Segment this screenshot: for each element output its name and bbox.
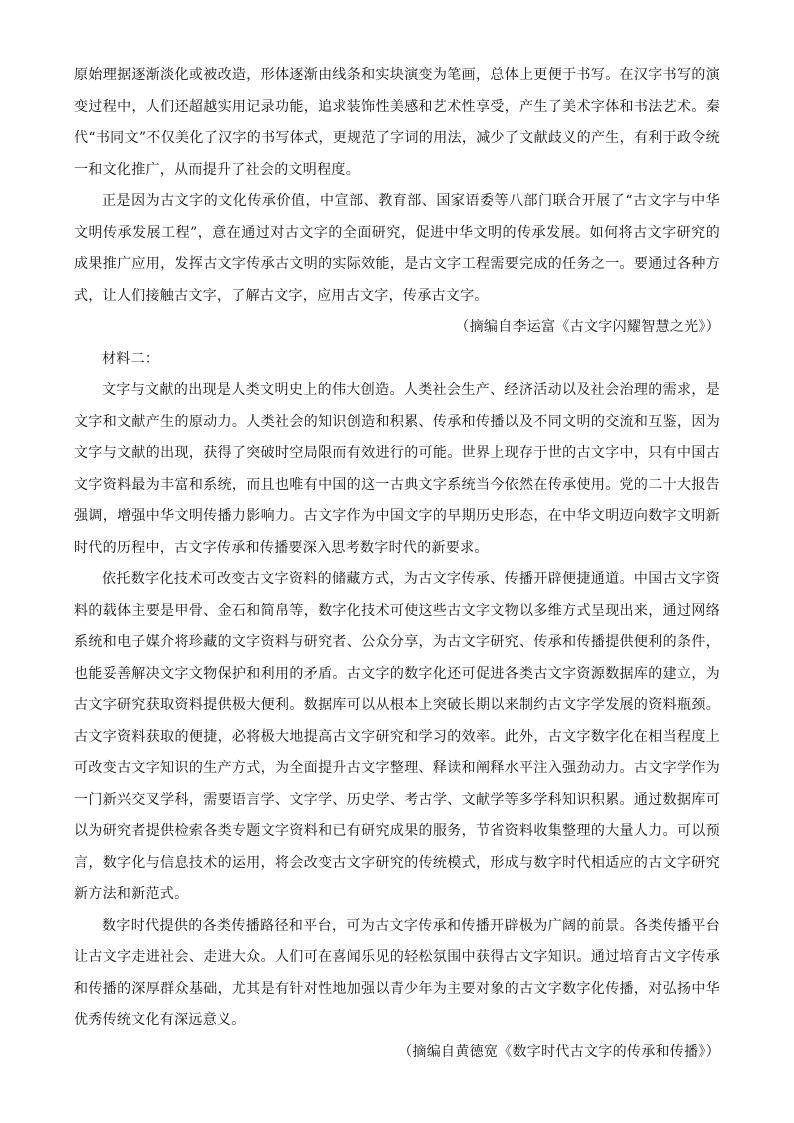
material-one-paragraph-2: 正是因为古文字的文化传承价值，中宣部、教育部、国家语委等八部门联合开展了“古文字与中华文明传承发展工程”，意在通过对古文字的全面研究，促进中华文明的传承发展。如何将古文字研究的成果推广应用，发挥古文字传承古文明的实际效能，是古文字工程需要完成的任务之一。要通过各种方式，让人们接触古文字，了解古文字，应用古文字，传承古文字。	[74, 193, 720, 304]
material-one-paragraph-1: 原始理据逐渐淡化或被改造，形体逐渐由线条和实块演变为笔画，总体上更便于书写。在汉字书写的演变过程中，人们还超越实用记录功能，追求装饰性美感和艺术性享受，产生了美术字体和书法艺术。秦代“书同文”不仅美化了汉字的书写体式，更规范了字词的用法，减少了文献歧义的产生，有利于政令统一和文化推广，从而提升了社会的文明程度。	[74, 67, 720, 178]
material-two-paragraph-3: 数字时代提供的各类传播路径和平台，可为古文字传承和传播开辟极为广阔的前景。各类传播平台让古文字走进社会、走进大众。人们可在喜闻乐见的轻松氛围中获得古文字知识。通过培育古文字传承和传播的深厚群众基础，尤其是有针对性地加强以青少年为主要对象的古文字数字化传播，对弘扬中华优秀传统文化有深远意义。	[74, 917, 720, 1028]
material-two-paragraph-2: 依托数字化技术可改变古文字资料的储藏方式，为古文字传承、传播开辟便捷通道。中国古文字资料的载体主要是甲骨、金石和简帛等，数字化技术可使这些古文字文物以多维方式呈现出来，通过网络系统和电子媒介将珍藏的文字资料与研究者、公众分享，为古文字研究、传承和传播提供便利的条件，也能妥善解决文字文物保护和利用的矛盾。古文字的数字化还可促进各类古文字资源数据库的建立，为古文字研究获取资料提供极大便利。数据库可以从根本上突破长期以来制约古文字学发展的资料瓶颈。古文字资料获取的便捷，必将极大地提高古文字研究和学习的效率。此外，古文字数字化在相当程度上可改变古文字知识的生产方式，为全面提升古文字整理、释读和阐释水平注入强劲动力。古文字学作为一门新兴交叉学科，需要语言学、文字学、历史学、考古学、文献学等多学科知识积累。通过数据库可以为研究者提供检索各类专题文字资料和已有研究成果的服务，节省资料收集整理的大量人力。可以预言，数字化与信息技术的运用，将会改变古文字研究的传统模式，形成与数字时代相适应的古文字研究新方法和新范式。	[74, 571, 720, 902]
document-page	[74, 60, 720, 1068]
material-one-citation: （摘编自李运富《古文字闪耀智慧之光》）	[455, 319, 720, 335]
material-two-heading: 材料二：	[102, 350, 160, 367]
material-two-paragraph-1: 文字与文献的出现是人类文明史上的伟大创造。人类社会生产、经济活动以及社会治理的需求，是文字和文献产生的原动力。人类社会的知识创造和积累、传承和传播以及不同文明的交流和互鉴，因为文字与文献的出现，获得了突破时空局限而有效进行的可能。世界上现存于世的古文字中，只有中国古文字资料最为丰富和系统，而且也唯有中国的这一古典文字系统当今依然在传承使用。党的二十大报告强调，增强中华文明传播力影响力。古文字作为中国文字的早期历史形态，在中华文明迈向数字文明新时代的历程中，古文字传承和传播要深入思考数字时代的新要求。	[74, 382, 720, 556]
material-two-citation: （摘编自黄德宽《数字时代古文字的传承和传播》）	[398, 1043, 720, 1060]
